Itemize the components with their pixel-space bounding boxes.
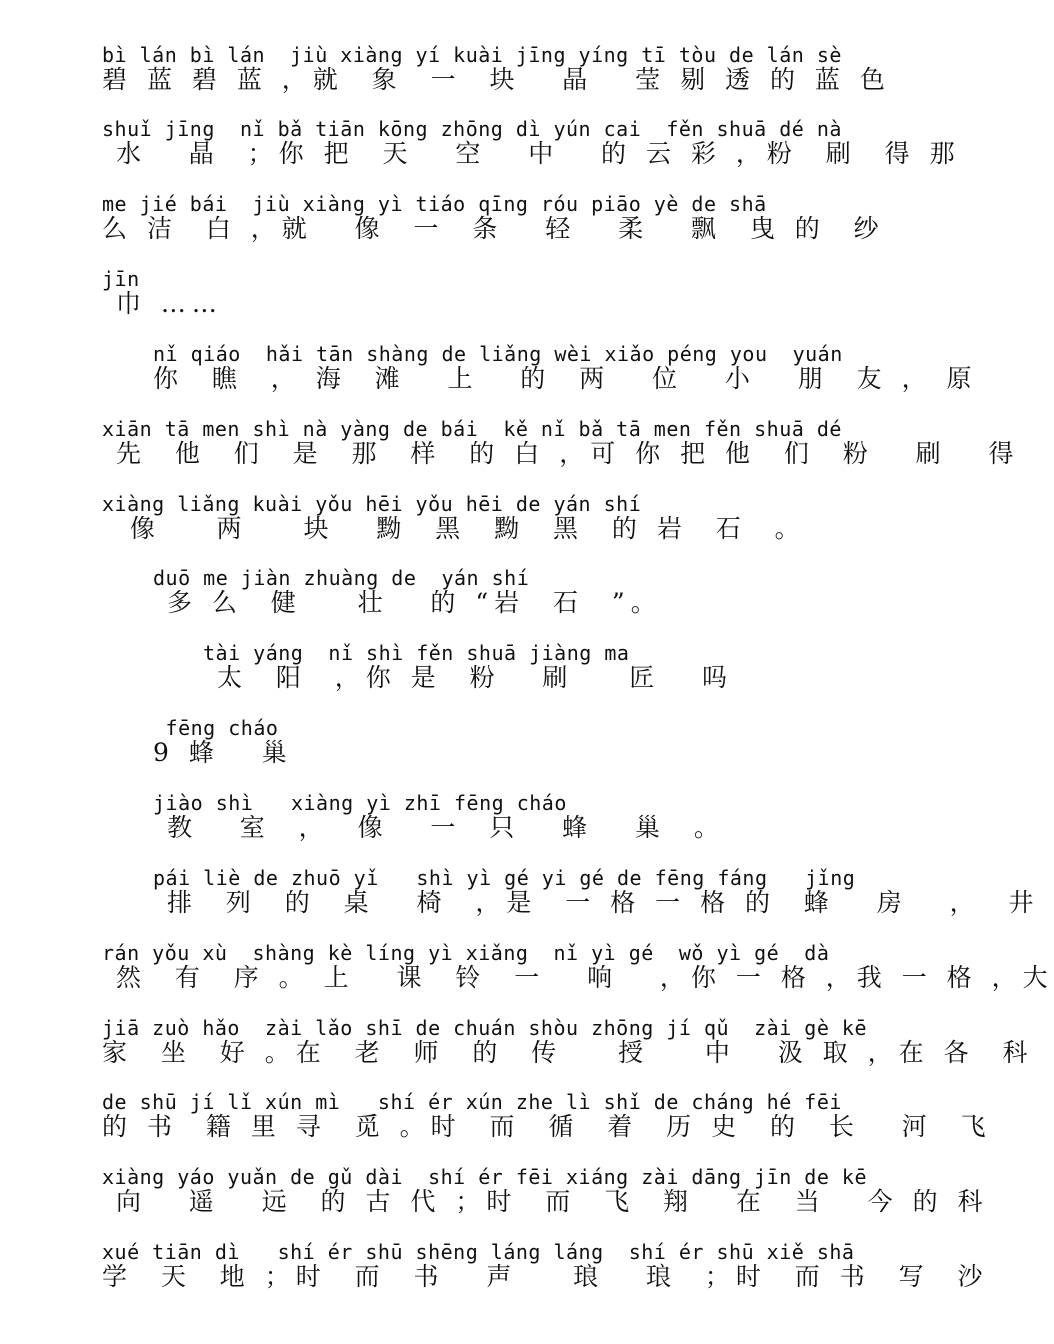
- hanzi-row: 巾 ……: [102, 289, 223, 318]
- hanzi-row: 9 蜂 巢: [153, 738, 293, 767]
- text-line-13: [102, 941, 1054, 992]
- hanzi-row: 水 晶 ；你 把 天 空 中 的 云 彩 ，粉 刷 得 那: [102, 139, 961, 168]
- pinyin-row: bì lán bì lán jiù xiàng yí kuài jīng yíng tī tòu de lán sè: [102, 43, 842, 67]
- pinyin-row: nǐ qiáo hǎi tān shàng de liǎng wèi xiǎo péng you yuán: [153, 342, 843, 366]
- pinyin-row: xiàng yáo yuǎn de gǔ dài shí ér fēi xiáng zài dāng jīn de kē: [102, 1165, 868, 1189]
- pinyin-row: jiā zuò hǎo zài lǎo shī de chuán shòu zhōng jí qǔ zài gè kē: [102, 1016, 868, 1040]
- hanzi-row: 多 么 健 壮 的 “岩 石 ”。: [153, 588, 662, 617]
- pinyin-row: shuǐ jīng nǐ bǎ tiān kōng zhōng dì yún cai fěn shuā dé nà: [102, 117, 842, 141]
- hanzi-row: 像 两 块 黝 黑 黝 黑 的 岩 石 。: [102, 514, 806, 543]
- hanzi-row: 你 瞧 ， 海 滩 上 的 两 位 小 朋 友 ， 原: [153, 364, 978, 393]
- hanzi-row: 家 坐 好 。在 老 师 的 传 授 中 汲 取 ，在 各 科: [102, 1038, 1034, 1067]
- pinyin-row: xué tiān dì shí ér shū shēng láng láng shí ér shū xiě shā: [102, 1240, 855, 1264]
- text-line-6: [102, 417, 1020, 468]
- section-heading-9: [153, 717, 893, 767]
- pinyin-row: de shū jí lǐ xún mì shí ér xún zhe lì shǐ de cháng hé fēi: [102, 1090, 842, 1114]
- hanzi-row: 然 有 序 。 上 课 铃 一 响 ，你 一 格 ，我 一 格 ，大: [102, 963, 1054, 992]
- text-line-12: [153, 866, 1040, 917]
- hanzi-row: 么 洁 白 ，就 像 一 条 轻 柔 飘 曳 的 纱: [102, 214, 885, 243]
- hanzi-row: 向 遥 远 的 古 代 ；时 而 飞 翔 在 当 今 的 科: [102, 1187, 989, 1216]
- pinyin-row: jiào shì xiàng yì zhī fēng cháo: [153, 791, 567, 815]
- text-line-14: [102, 1016, 1034, 1067]
- hanzi-row: 教 室 ， 像 一 只 蜂 巢 。: [153, 813, 725, 842]
- pinyin-row: fēng cháo: [153, 716, 279, 740]
- text-line-5: [153, 342, 978, 393]
- hanzi-row: 太 阳 ，你 是 粉 刷 匠 吗: [203, 663, 734, 692]
- hanzi-row: 碧 蓝 碧 蓝 ，就 象 一 块 晶 莹 剔 透 的 蓝 色: [102, 65, 891, 94]
- pinyin-row: jīn: [102, 267, 140, 291]
- text-line-2: [102, 117, 961, 168]
- text-line-4: [102, 268, 892, 318]
- pinyin-row: pái liè de zhuō yǐ shì yì gé yi gé de fēng fáng jǐng: [153, 866, 856, 890]
- hanzi-row: 的 书 籍 里 寻 觅 。时 而 循 着 历 史 的 长 河 飞: [102, 1112, 992, 1141]
- text-line-7: [102, 493, 892, 543]
- hanzi-row: 学 天 地 ；时 而 书 声 琅 琅 ；时 而 书 写 沙: [102, 1262, 989, 1291]
- text-line-11: [153, 792, 893, 842]
- pinyin-row: xiān tā men shì nà yàng de bái kě nǐ bǎ tā men fěn shuā dé: [102, 417, 842, 441]
- hanzi-row: 排 列 的 桌 椅 ，是 一 格 一 格 的 蜂 房 ， 井: [153, 888, 1040, 917]
- text-line-3: [102, 193, 892, 243]
- pinyin-row: rán yǒu xù shàng kè líng yì xiǎng nǐ yì gé wǒ yì gé dà: [102, 941, 830, 965]
- text-line-9: [203, 642, 893, 692]
- hanzi-row: 先 他 们 是 那 样 的 白 ，可 你 把 他 们 粉 刷 得: [102, 439, 1020, 468]
- pinyin-row: duō me jiàn zhuàng de yán shí: [153, 566, 530, 590]
- text-line-15: [102, 1090, 992, 1141]
- text-line-1: [102, 44, 892, 94]
- pinyin-row: me jié bái jiù xiàng yì tiáo qīng róu piāo yè de shā: [102, 192, 767, 216]
- text-line-8: [153, 567, 893, 617]
- text-line-17: [102, 1240, 989, 1291]
- pinyin-row: xiàng liǎng kuài yǒu hēi yǒu hēi de yán shí: [102, 492, 642, 516]
- text-line-16: [102, 1165, 989, 1216]
- pinyin-row: tài yáng nǐ shì fěn shuā jiàng ma: [203, 641, 630, 665]
